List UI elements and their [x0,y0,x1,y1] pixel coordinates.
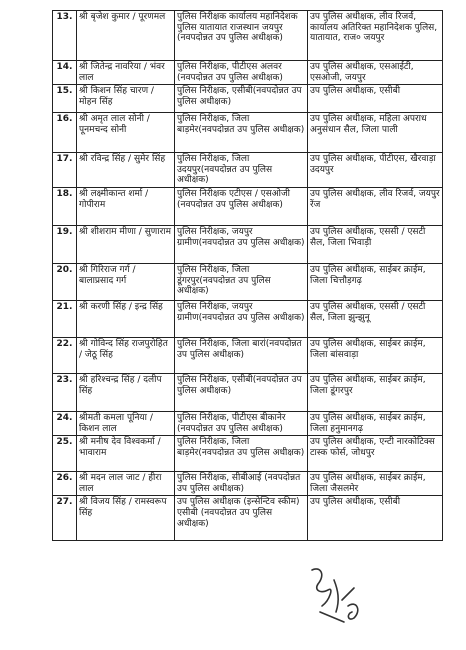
row-number: 14. [53,61,77,85]
officer-name: श्री गोविन्द सिंह राजपुरोहित / जेठू सिंह [77,337,175,373]
row-number: 17. [53,153,77,188]
officer-name: श्री मनीष देव विश्वकर्मा / भावाराम [77,436,175,472]
new-posting: उप पुलिस अधीक्षक, लीव रिजर्व, जयपुर रेंज [308,187,443,225]
officer-name: श्री करणी सिंह / इन्द्र सिंह [77,300,175,337]
current-posting: पुलिस निरीक्षक, पीटीएस अलवर (नवपदोन्नत उप पुलिस अधीक्षक) [175,61,308,85]
current-posting: पुलिस निरीक्षक, एसीबी(नवपदोन्नत उप पुलिस अधीक्षक) [175,373,308,411]
row-number: 19. [53,225,77,263]
current-posting: उप पुलिस अधीक्षक (इन्सेन्टिव स्कीम) एसीबी (नवपदोन्नत उप पुलिस अधीक्षक) [175,496,308,541]
row-number: 24. [53,411,77,435]
officer-name: श्रीमती कमला पूनिया / किशन लाल [77,411,175,435]
officer-name: श्री किशन सिंह चारण / मोहन सिंह [77,85,175,113]
table-row [53,373,443,411]
new-posting: उप पुलिस अधीक्षक, साईबर क्राईम, जिला डूंगरपुर [308,373,443,411]
current-posting: पुलिस निरीक्षक, एसीबी(नवपदोन्नत उप पुलिस अधीक्षक) [175,85,308,113]
new-posting: उप पुलिस अधीक्षक, साईबर क्राईम, जिला चित्तौड़गढ़ [308,263,443,300]
table-row [53,187,443,225]
current-posting: पुलिस निरीक्षक एटीएस / एसओजी (नवपदोन्नत उप पुलिस अधीक्षक) [175,187,308,225]
current-posting: पुलिस निरीक्षक कार्यालय महानिदेशक पुलिस यातायात राजस्थान जयपुर (नवपदोन्नत उप पुलिस अधीक्षक) [175,11,308,61]
officer-name: श्री मदन लाल जाट / हीरा लाल [77,472,175,496]
new-posting: उप पुलिस अधीक्षक, महिला अपराध अनुसंधान सैल, जिला पाली [308,113,443,153]
row-number: 18. [53,187,77,225]
transfer-table [52,10,443,541]
row-number: 26. [53,472,77,496]
table-row [53,496,443,541]
new-posting: उप पुलिस अधीक्षक, साईबर क्राईम, जिला जैसलमेर [308,472,443,496]
row-number: 21. [53,300,77,337]
row-number: 20. [53,263,77,300]
row-number: 13. [53,11,77,61]
new-posting: उप पुलिस अधीक्षक, साईबर क्राईम, जिला हनुमानगढ़ [308,411,443,435]
officer-name: श्री विजय सिंह / रामस्वरूप सिंह [77,496,175,541]
table-row [53,153,443,188]
officer-name: श्री शीशराम मीणा / सुणाराम [77,225,175,263]
current-posting: पुलिस निरीक्षक, पीटीएस बीकानेर (नवपदोन्नत उप पुलिस अधीक्षक) [175,411,308,435]
current-posting: पुलिस निरीक्षक, जिला बाड़मेर(नवपदोन्नत उप पुलिस अधीक्षक) [175,436,308,472]
officer-name: श्री जितेन्द्र नावरिया / भंवर लाल [77,61,175,85]
table-row [53,61,443,85]
new-posting: उप पुलिस अधीक्षक, एसआईटी, एसओजी, जयपुर [308,61,443,85]
table-row [53,263,443,300]
current-posting: पुलिस निरीक्षक, जिला उदयपुर(नवपदोन्नत उप पुलिस अधीक्षक) [175,153,308,188]
table-row [53,225,443,263]
new-posting: उप पुलिस अधीक्षक, एससी / एसटी सैल, जिला भिवाड़ी [308,225,443,263]
table-row [53,472,443,496]
current-posting: पुलिस निरीक्षक, जयपुर ग्रामीण(नवपदोन्नत उप पुलिस अधीक्षक) [175,300,308,337]
row-number: 22. [53,337,77,373]
transfer-table-body [53,11,443,541]
new-posting: उप पुलिस अधीक्षक, पीटीएस, खैरवाड़ा उदयपुर [308,153,443,188]
row-number: 23. [53,373,77,411]
officer-name: श्री रविन्द्र सिंह / सुमेर सिंह [77,153,175,188]
table-row [53,436,443,472]
row-number: 27. [53,496,77,541]
officer-name: श्री अमृत लाल सोनी / पूनमचन्द सोनी [77,113,175,153]
new-posting: उप पुलिस अधीक्षक, एससी / एसटी सैल, जिला झुन्झुनू [308,300,443,337]
officer-name: श्री लक्ष्मीकान्त शर्मा / गोपीराम [77,187,175,225]
new-posting: उप पुलिस अधीक्षक, लीव रिजर्व, कार्यालय अतिरिक्त महानिदेशक पुलिस, यातायात, राज० जयपुर [308,11,443,61]
table-row [53,85,443,113]
current-posting: पुलिस निरीक्षक, जिला बारां(नवपदोन्नत उप पुलिस अधीक्षक) [175,337,308,373]
handwritten-signature [300,560,370,630]
table-row [53,337,443,373]
row-number: 16. [53,113,77,153]
table-row [53,113,443,153]
current-posting: पुलिस निरीक्षक, जयपुर ग्रामीण(नवपदोन्नत उप पुलिस अधीक्षक) [175,225,308,263]
current-posting: पुलिस निरीक्षक, जिला डूंगरपुर(नवपदोन्नत उप पुलिस अधीक्षक) [175,263,308,300]
officer-name: श्री बृजेश कुमार / पूरणमल [77,11,175,61]
new-posting: उप पुलिस अधीक्षक, एसीबी [308,496,443,541]
new-posting: उप पुलिस अधीक्षक, एसीबी [308,85,443,113]
table-row [53,411,443,435]
new-posting: उप पुलिस अधीक्षक, साईबर क्राईम, जिला बांसवाड़ा [308,337,443,373]
officer-name: श्री हरिश्चन्द्र सिंह / दलीप सिंह [77,373,175,411]
row-number: 15. [53,85,77,113]
table-row [53,300,443,337]
new-posting: उप पुलिस अधीक्षक, एन्टी नारकोटिक्स टास्क फोर्स, जोधपुर [308,436,443,472]
table-row [53,11,443,61]
officer-name: श्री गिरिराज गर्ग / बालाप्रसाद गर्ग [77,263,175,300]
current-posting: पुलिस निरीक्षक, सीबीआई (नवपदोन्नत उप पुलिस अधीक्षक) [175,472,308,496]
row-number: 25. [53,436,77,472]
current-posting: पुलिस निरीक्षक, जिला बाड़मेर(नवपदोन्नत उप पुलिस अधीक्षक) [175,113,308,153]
